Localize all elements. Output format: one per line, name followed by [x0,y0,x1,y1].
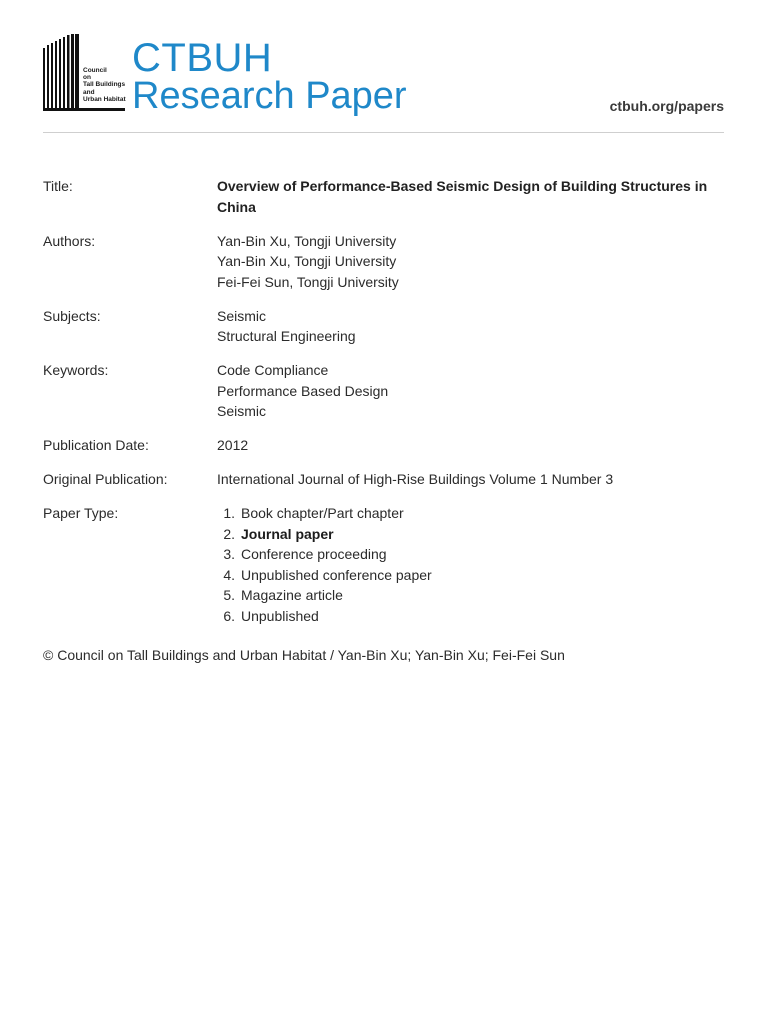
author-item: Fei-Fei Sun, Tongji University [217,273,399,290]
papers-link[interactable]: ctbuh.org/papers [609,98,724,114]
logo-org-name: Council on Tall Buildings and Urban Habitat [83,67,126,103]
original-publication-label: Original Publication: [43,471,168,487]
original-publication-value: International Journal of High-Rise Buildings Volume 1 Number 3 [217,471,614,487]
authors-label: Authors: [43,232,96,249]
publication-date-row [43,435,724,456]
keyword-item: Seismic [217,403,267,419]
brand-subtitle: Research Paper [132,75,407,117]
paper-type-label: Paper Type: [43,505,119,521]
keyword-item: Code Compliance [217,362,329,378]
keyword-item: Performance Based Design [217,382,389,399]
title-label: Title: [43,178,73,194]
paper-type-item: 2. Journal paper [223,525,334,542]
brand-name: CTBUH [132,36,273,80]
subjects-row [43,306,724,347]
header-divider [43,132,724,133]
authors-row [43,231,724,293]
author-item: Yan-Bin Xu, Tongji University [217,232,397,249]
publication-date-value: 2012 [217,437,249,453]
paper-type-item: 3. Conference proceeding [223,546,387,562]
publication-date-label: Publication Date: [43,437,149,453]
paper-type-item: 1. Book chapter/Part chapter [223,505,404,521]
paper-type-row [43,503,724,626]
paper-metadata [43,176,724,640]
paper-type-item: 6. Unpublished [223,607,319,624]
subject-item: Structural Engineering [217,328,356,344]
paper-type-item: 4. Unpublished conference paper [223,566,432,583]
paper-type-item: 5. Magazine article [223,587,343,603]
paper-title: Overview of Performance-Based Seismic Design of Building Structures in China [217,178,708,215]
original-publication-row [43,469,724,490]
title-row [43,176,724,217]
keywords-label: Keywords: [43,362,109,378]
paper-type-list [217,503,724,626]
header [43,32,724,120]
keywords-row [43,360,724,422]
subject-item: Seismic [217,307,267,324]
copyright-notice: © Council on Tall Buildings and Urban Habitat / Yan-Bin Xu; Yan-Bin Xu; Fei-Fei Sun [43,647,565,663]
subjects-label: Subjects: [43,307,101,324]
author-item: Yan-Bin Xu, Tongji University [217,253,397,269]
